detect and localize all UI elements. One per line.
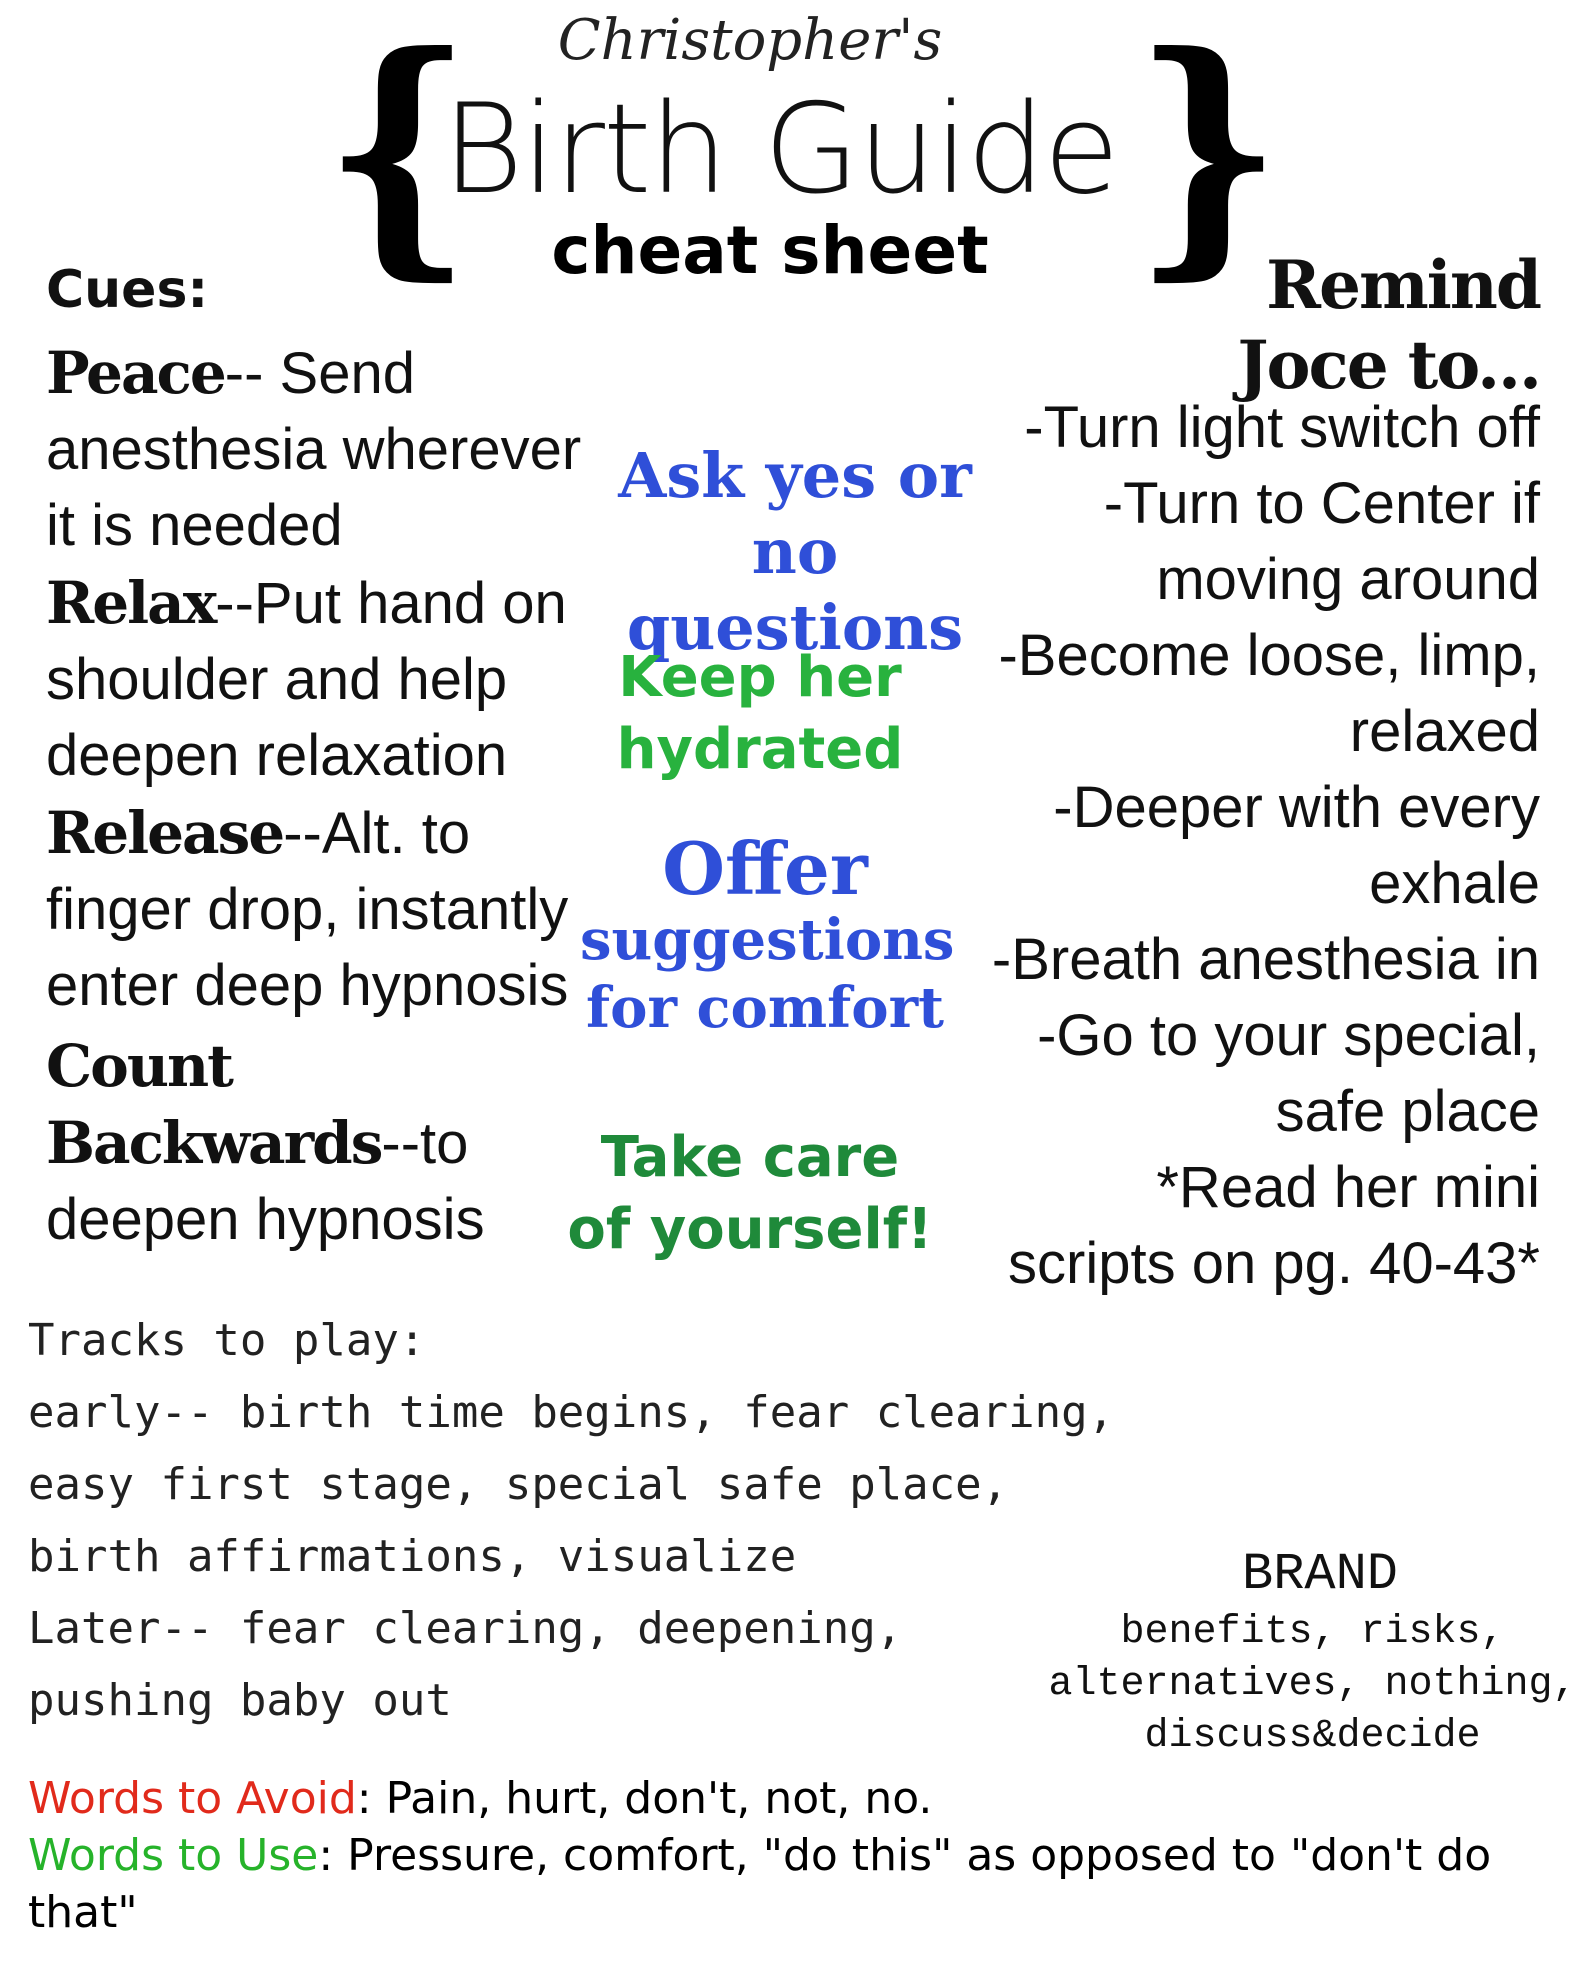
brand-line: alternatives, nothing,: [1048, 1662, 1577, 1707]
remind-item: *Read her mini: [1156, 1155, 1540, 1220]
offer-suggestions-note: [580, 826, 955, 1042]
self-care-note: [550, 1122, 950, 1266]
cue-count-backwards: [46, 1028, 506, 1258]
brand-title: BRAND: [1241, 1545, 1399, 1604]
remind-item: -Deeper with every: [1053, 775, 1540, 840]
cue-text: --Put hand on shoulder and help deepen relaxation: [46, 571, 567, 788]
remind-item: -Go to your special,: [1037, 1003, 1540, 1068]
care-line: of yourself!: [567, 1197, 933, 1262]
ask-yes-no-note: Ask yes or no questions: [618, 439, 972, 664]
tracks-early: early-- birth time begins, fear clearing, easy first stage, special safe place, birth affirmations, visualize: [28, 1387, 1115, 1582]
title-script-name: Christopher's: [557, 8, 943, 73]
remind-item: -Turn light switch off: [1024, 395, 1540, 460]
hydrated-line: Keep her: [618, 645, 902, 710]
tracks-section: [28, 1305, 1128, 1737]
care-line: Take care: [600, 1125, 900, 1190]
remind-item: -Turn to Center if: [1103, 471, 1540, 536]
page-subtitle: cheat sheet: [551, 212, 989, 289]
remind-item: scripts on pg. 40-43*: [1008, 1231, 1540, 1296]
cue-text: --to deepen hypnosis: [46, 1111, 485, 1252]
hydrated-line: hydrated: [616, 717, 904, 782]
words-avoid-label: Words to Avoid: [28, 1773, 357, 1824]
remind-item: exhale: [1369, 851, 1540, 916]
right-curly-brace: }: [1133, 0, 1283, 302]
hydrated-note: [585, 642, 935, 786]
offer-line: Offer: [662, 826, 868, 911]
remind-item: moving around: [1156, 547, 1540, 612]
cue-text: --Alt. to finger drop, instantly enter deep hypnosis: [46, 801, 569, 1018]
cues-heading: Cues:: [46, 260, 209, 320]
remind-item: relaxed: [1349, 699, 1540, 764]
cue-term: Release: [46, 799, 284, 867]
remind-heading-line: Joce to...: [1237, 326, 1540, 404]
brand-line: discuss&decide: [1144, 1714, 1481, 1759]
words-avoid-text: : Pain, hurt, don't, not, no.: [356, 1773, 933, 1824]
remind-item: safe place: [1275, 1079, 1540, 1144]
cue-relax: [46, 565, 606, 794]
left-curly-brace: {: [323, 0, 473, 302]
brand-line: benefits, risks,: [1120, 1610, 1505, 1655]
words-section: [28, 1770, 1558, 1941]
words-use: [28, 1827, 1558, 1941]
remind-item: -Breath anesthesia in: [991, 927, 1540, 992]
cue-term: Peace: [46, 339, 225, 407]
offer-line: for comfort: [586, 975, 944, 1041]
remind-heading: [1180, 245, 1540, 405]
cue-text: -- Send anesthesia wherever it is needed: [46, 341, 582, 558]
words-use-label: Words to Use: [28, 1830, 319, 1881]
words-avoid: [28, 1770, 1558, 1827]
cue-peace: [46, 335, 586, 564]
cue-term: Count Backwards: [46, 1032, 382, 1177]
remind-list: [950, 390, 1540, 1302]
tracks-heading: Tracks to play:: [28, 1315, 426, 1366]
cue-term: Relax: [46, 569, 216, 637]
offer-line: suggestions: [580, 907, 955, 973]
brand-body: [1040, 1607, 1585, 1763]
remind-item: -Become loose, limp,: [998, 623, 1540, 688]
cue-release: [46, 795, 586, 1024]
words-use-text: : Pressure, comfort, "do this" as opposed to "don't do that": [28, 1830, 1492, 1938]
tracks-later: Later-- fear clearing, deepening, pushing baby out: [28, 1603, 903, 1726]
remind-heading-line: Remind: [1266, 246, 1540, 324]
page-title: Birth Guide: [442, 78, 1118, 222]
